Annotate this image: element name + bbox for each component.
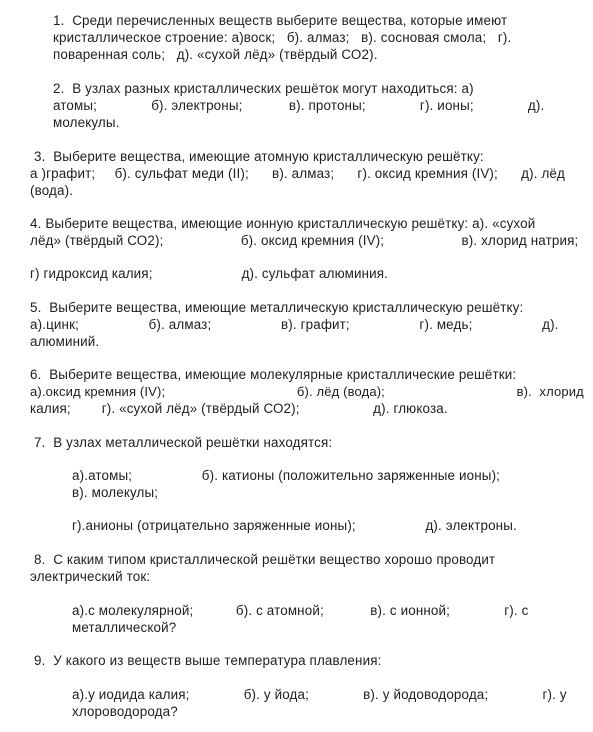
question-7-line-4: г).анионы (отрицательно заряженные ионы); д). электроны. (72, 518, 517, 533)
question-8-line-4: металлической? (72, 620, 177, 635)
question-5-line-3: алюминий. (30, 334, 100, 349)
question-1-line-3: поваренная соль; д). «сухой лёд» (твёрдый СО2). (53, 47, 378, 62)
question-8-line-3: а).с молекулярной; б). с атомной; в). с ионной; г). с (72, 603, 529, 618)
question-4-line-1: 4. Выберите вещества, имеющие ионную кристаллическую решётку: а). «сухой (30, 216, 536, 231)
question-7-line-3: в). молекулы; (72, 485, 159, 500)
question-4-line-2: лёд» (твёрдый СО2); б). оксид кремния (IV); в). хлорид натрия; (30, 233, 579, 248)
question-2-line-1: 2. В узлах разных кристаллических решёток могут находиться: а) (53, 81, 474, 96)
question-8-line-2: электрический ток: (30, 569, 151, 584)
question-1-line-2: кристаллическое строение: а)воск; б). алмаз; в). сосновая смола; г). (53, 30, 512, 45)
question-4-line-3: г) гидроксид калия; д). сульфат алюминия. (30, 266, 389, 281)
question-3-line-2: а )графит; б). сульфат меди (II); в). алмаз; г). оксид кремния (IV); д). лёд (30, 166, 565, 181)
question-2-line-3: молекулы. (53, 115, 120, 130)
question-6-line-2: а).оксид кремния (IV); б). лёд (вода); в). хлорид (30, 384, 584, 399)
question-7-line-1: 7. В узлах металлической решётки находятся: (34, 435, 333, 450)
question-9-line-1: 9. У какого из веществ выше температура плавления: (34, 653, 382, 668)
question-9-line-2: а).у иодида калия; б). у йода; в). у йодоводорода; г). у (72, 687, 567, 702)
question-3-line-1: 3. Выберите вещества, имеющие атомную кристаллическую решётку: (34, 149, 484, 164)
question-9-line-3: хлороводорода? (72, 704, 178, 719)
question-6-line-3: калия; г). «сухой лёд» (твёрдый СО2); д). глюкоза. (30, 401, 448, 416)
question-1-line-1: 1. Среди перечисленных веществ выберите вещества, которые имеют (53, 13, 508, 28)
question-7-line-2: а).атомы; б). катионы (положительно заряженные ионы); (72, 468, 501, 483)
question-3-line-3: (вода). (30, 183, 74, 198)
question-2-line-2: атомы; б). электроны; в). протоны; г). ионы; д). (53, 98, 545, 113)
question-6-line-1: 6. Выберите вещества, имеющие молекулярные кристаллические решётки: (30, 367, 517, 382)
question-8-line-1: 8. С каким типом кристаллической решётки вещество хорошо проводит (34, 552, 496, 567)
question-5-line-2: а).цинк; б). алмаз; в). графит; г). медь; д). (30, 317, 559, 332)
question-5-line-1: 5. Выберите вещества, имеющие металлическую кристаллическую решётку: (30, 300, 524, 315)
